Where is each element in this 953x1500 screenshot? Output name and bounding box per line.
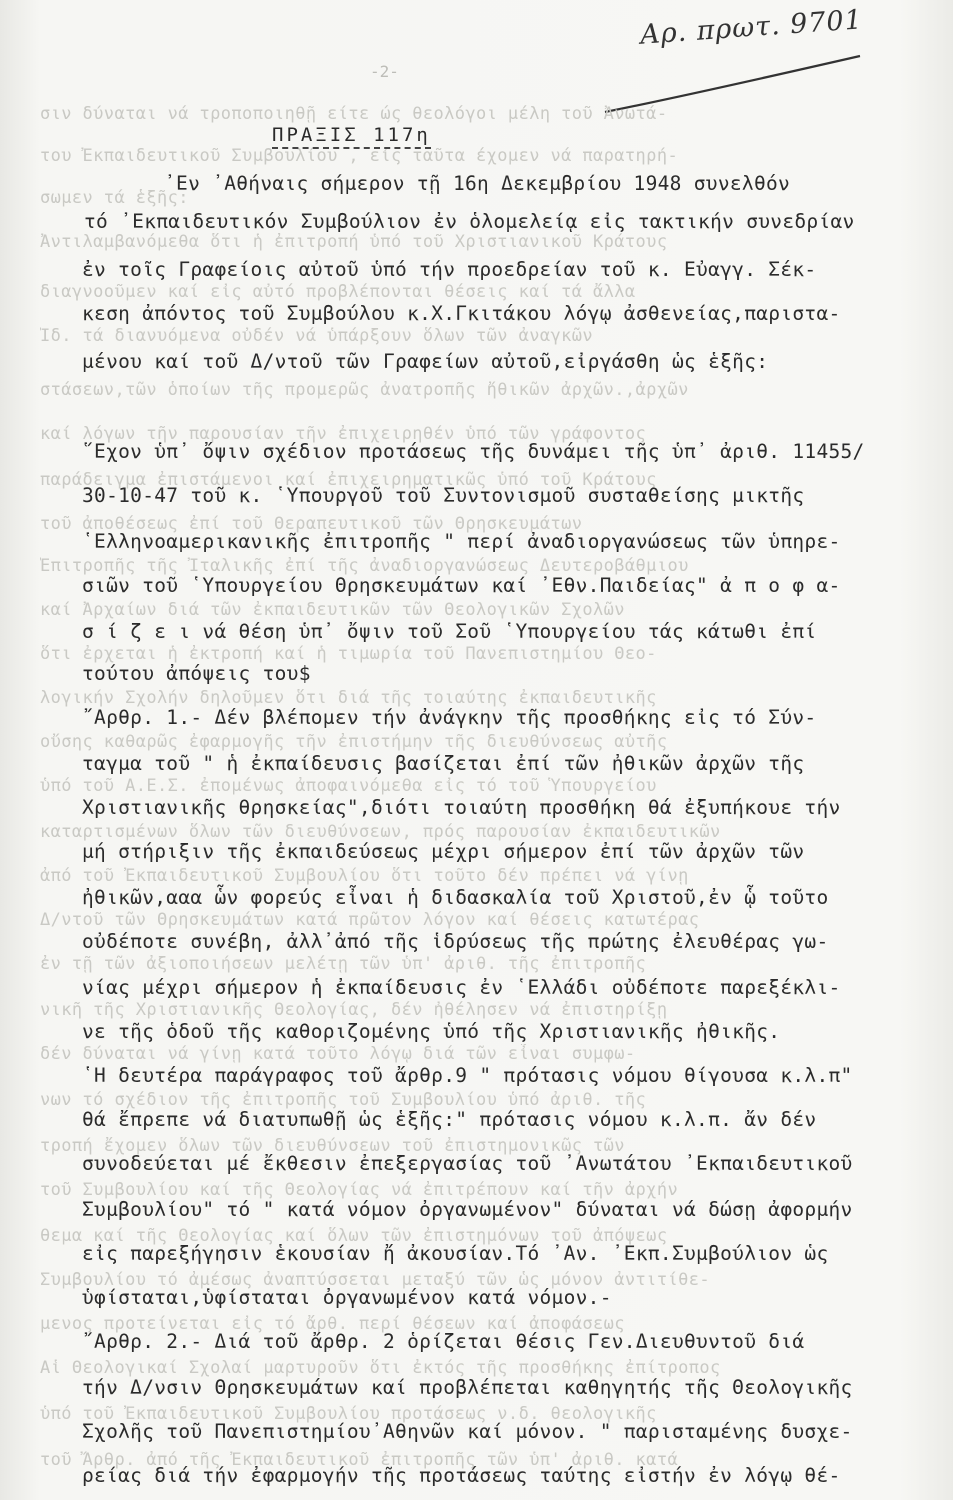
- body-line: σιῶν τοῦ ῾Υπουργείου Θρησκευμάτων καί ᾿Εθν.Παιδείας" ἀ π ο φ α-: [82, 574, 841, 597]
- ghost-line: ὑπό τοῦ Α.Ε.Σ. ἐπομένως ἀποφαινόμεθα εἰς τό τοῦ Ὑπουργείου: [40, 776, 657, 796]
- ghost-line: καί Ἀρχαίων διά τῶν ἐκπαιδευτικῶν τῶν Θεολογικῶν Σχολῶν: [40, 600, 625, 620]
- ghost-line: μενος προτείνεται εἰς τό ἄρθ. περί θέσεων καί ἀποφάσεως: [40, 1314, 625, 1334]
- body-line: συνοδεύεται μέ ἔκθεσιν ἐπεξεργασίας τοῦ ᾿Ανωτάτου ᾿Εκπαιδευτικοῦ: [82, 1152, 853, 1175]
- ghost-line: Συμβουλίου τό ἀμέσως ἀναπτύσσεται μεταξύ τῶν ὡς μόνον ἀντιτίθε-: [40, 1270, 710, 1290]
- ghost-line: καταρτισμένων ὅλων τῶν διευθύνσεων, πρός παρουσίαν ἐκπαιδευτικῶν: [40, 822, 721, 842]
- body-line: 30-10-47 τοῦ κ. ῾Υπουργοῦ τοῦ Συντονισμοῦ συσταθείσης μικτῆς: [82, 484, 805, 507]
- handwritten-archive-number: Αρ. πρωτ. 9701: [639, 4, 864, 51]
- body-line: ᾿Εν ᾿Αθήναις σήμερον τῇ 16η Δεκεμβρίου 1948 συνελθόν: [164, 172, 791, 195]
- ghost-line: Αἱ Θεολογικαί Σχολαί μαρτυροῦν ὅτι ἐκτός τῆς προσθήκης ἐπίτροπος: [40, 1358, 721, 1378]
- body-line: ταγμα τοῦ " ἡ ἐκπαίδευσις βασίζεται ἐπί τῶν ἠθικῶν ἀρχῶν τῆς: [82, 752, 805, 775]
- ghost-line: οὔσης καθαρῶς ἐφαρμογῆς τῆν ἐπιστήμην τῆς διευθύνσεως αὐτῆς: [40, 732, 668, 752]
- ghost-line: Ἀντιλαμβανόμεθα ὅτι ἡ ἐπιτροπή ὑπό τοῦ Χριστιανικοῦ Κράτους: [40, 232, 668, 252]
- ghost-line: ἐν τῇ τῶν ἀξιοποιήσεων μελέτῃ τῶν ὑπ' ἀριθ. τῆς ἐπιτροπῆς: [40, 954, 647, 974]
- body-line: ἠθικῶν,ααα ὧν φορεύς εἶναι ἡ διδασκαλία τοῦ Χριστοῦ,ἐν ᾧ τοῦτο: [82, 886, 829, 909]
- ghost-line: τοῦ Συμβουλίου καί τῆς Θεολογίας νά ἐπιτρέπουν καί τῆν ἀρχήν: [40, 1180, 679, 1200]
- ghost-line: νων τό σχέδιον τῆς ἐπιτροπῆς τοῦ Συμβουλίου ὑπό ἀριθ. τῆς: [40, 1090, 647, 1110]
- body-line: Χριστιανικῆς θρησκείας",διότι τοιαύτη προσθήκη θά ἐξυπήκουε τήν: [82, 796, 841, 819]
- body-line: κεση ἀπόντος τοῦ Συμβούλου κ.Χ.Γκιτάκου λόγῳ ἀσθενείας,παριστα-: [82, 302, 841, 325]
- body-line: ρείας διά τήν ἐφαρμογήν τῆς προτάσεως ταύτης εἰστήν ἐν λόγῳ θέ-: [82, 1464, 841, 1487]
- document-title: ΠΡΑΞΙΣ 117η: [272, 124, 431, 149]
- page-number-mark: -2-: [370, 62, 399, 81]
- body-line: ῾Η δευτέρα παράγραφος τοῦ ἄρθρ.9 " πρότασις νόμου θίγουσα κ.λ.π": [82, 1064, 853, 1087]
- body-line: ῎Αρθρ. 2.- Διά τοῦ ἄρθρ. 2 ὁρίζεται θέσις Γεν.Διευθυντοῦ διά: [82, 1330, 805, 1353]
- body-line: τούτου ἀπόψεις του$: [82, 662, 311, 685]
- ghost-line: τροπή ἔχομεν ὅλων τῶν διευθύνσεων τοῦ ἐπιστημονικῶς τῶν: [40, 1136, 625, 1156]
- ghost-line: παράδειγμα ἐπιστάμενοι καί ἐπιχειρηματικῶς ὑπό τοῦ Κράτους: [40, 470, 657, 490]
- ghost-line: τοῦ Ἄρθρ. ἀπό τῆς Ἐκπαιδευτικοῦ ἐπιτροπῆς τῶν ὑπ' ἀριθ. κατά: [40, 1450, 679, 1470]
- ghost-line: ὅτι ἐρχεται ἡ ἐκτροπή καί ἡ τιμωρία τοῦ Πανεπιστημίου Θεο-: [40, 644, 657, 664]
- ghost-line: Ἰδ. τά διανυόμενα οὐδέν νά ὑπάρξουν ὅλων τῶν ἀναγκῶν: [40, 326, 594, 346]
- ghost-line: του Ἐκπαιδευτικοῦ Συμβουλίου , εἰς ταῦτα έχομεν νά παρατηρή-: [40, 146, 679, 166]
- ghost-line: διαγνοοῦμεν καί εἰς αὐτό προβλέπονται θέσεις καί τά ἄλλα: [40, 282, 636, 302]
- ghost-line: νικῆ τῆς Χριστιανικῆς Θεολογίας, δέν ἠθέλησεν νά ἐπιστηρίξῃ: [40, 1000, 668, 1020]
- body-line: θά ἔπρεπε νά διατυπωθῇ ὡς ἑξῆς:" πρότασις νόμου κ.λ.π. ἄν δέν: [82, 1108, 817, 1131]
- ghost-line: λογικήν Σχολήν δηλοῦμεν ὅτι διά τῆς τοιαύτης ἐκπαιδευτικῆς: [40, 688, 657, 708]
- body-line: ἐν τοῖς Γραφείοις αὐτοῦ ὑπό τήν προεδρείαν τοῦ κ. Εὐαγγ. Σέκ-: [82, 258, 817, 281]
- body-line: σ ί ζ ε ι νά θέση ὑπ᾿ ὄψιν τοῦ Σοῦ ῾Υπουργείου τάς κάτωθι ἐπί: [82, 620, 817, 643]
- body-line: μή στήριξιν τῆς ἐκπαιδεύσεως μέχρι σήμερον ἐπί τῶν ἀρχῶν τῶν: [82, 840, 805, 863]
- body-line: ῞Εχον ὑπ᾿ ὄψιν σχέδιον προτάσεως τῆς δυνάμει τῆς ὑπ᾿ ἀριθ. 11455/: [82, 440, 865, 463]
- body-line: μένου καί τοῦ Δ/ντοῦ τῶν Γραφείων αὐτοῦ,εἰργάσθη ὡς ἑξῆς:: [82, 350, 769, 373]
- ghost-line: θεμα καί τῆς Θεολογίας καί ὅλων τῶν ἐπιστημόνων τοῦ ἀπόψεως: [40, 1226, 668, 1246]
- body-line: εἰς παρεξήγησιν ἑκουσίαν ἤ ἀκουσίαν.Τό ᾿Αν. ᾿Εκπ.Συμβούλιον ὡς: [82, 1242, 829, 1265]
- body-line: τήν Δ/νσιν Θρησκευμάτων καί προβλέπεται καθηγητής τῆς Θεολογικῆς: [82, 1376, 853, 1399]
- ghost-line: τοῦ ἀποθέσεως ἐπί τοῦ Θεραπευτικοῦ τῶν Θρησκευμάτων: [40, 514, 583, 534]
- body-line: τό ᾿Εκπαιδευτικόν Συμβούλιον ἐν ὁλομελείᾳ εἰς τακτικήν συνεδρίαν: [84, 210, 855, 233]
- ghost-line: Ἐπιτροπῆς τῆς Ἰταλικῆς ἐπί τῆς ἀναδιοργανώσεως Δευτεροβάθμιου: [40, 556, 689, 576]
- ghost-line: ὑπό τοῦ Ἐκπαιδευτικοῦ Συμβουλίου προτάσεως ν.δ. θεολογικῆς: [40, 1404, 657, 1424]
- ghost-line: Δ/ντοῦ τῶν Θρησκευμάτων κατά πρῶτον λόγον καί θέσεις κατωτέρας: [40, 910, 700, 930]
- ghost-line: δέν δύναται νά γίνῃ κατά τοῦτο λόγῳ διά τῶν εἶναι συμφω-: [40, 1044, 636, 1064]
- body-line: οὐδέποτε συνέβη, ἀλλ᾿ἀπό τῆς ἱδρύσεως τῆς πρώτης ἐλευθέρας γω-: [82, 930, 829, 953]
- body-line: ῾Ελληνοαμερικανικῆς ἐπιτροπῆς " περί ἀναδιοργανώσεως τῶν ὑπηρε-: [82, 530, 841, 553]
- ghost-line: ἀπό τοῦ Ἐκπαιδευτικοῦ Συμβουλίου ὅτι τοῦτο δέν πρέπει νά γίνῃ: [40, 866, 689, 886]
- ghost-line: στάσεων,τῶν ὁποίων τῆς προμερῶς ἀνατροπῆς ἤθικῶν ἀρχῶν.,ἀρχῶν: [40, 380, 689, 400]
- body-line: Σχολῆς τοῦ Πανεπιστημίου᾿Αθηνῶν καί μόνον. " παρισταμένης δυσχε-: [82, 1420, 853, 1443]
- body-line: νε τῆς ὁδοῦ τῆς καθοριζομένης ὑπό τῆς Χριστιανικῆς ἠθικῆς.: [82, 1020, 781, 1043]
- body-line: ὑφίσταται,ὑφίσταται ὀργανωμένον κατά νόμον.-: [82, 1286, 612, 1309]
- ghost-line: καί λόγων τῆν παρουσίαν τῆν ἐπιχειρηθέν ὑπό τῶν γράφοντος: [40, 424, 647, 444]
- ghost-line: σιν δύναται νά τροποποιηθῇ είτε ώς θεολόγοι μέλη τοῦ Ἀνωτά-: [40, 104, 668, 124]
- body-line: νίας μέχρι σήμερον ἡ ἐκπαίδευσις ἐν ῾Ελλάδι οὐδέποτε παρεξέκλι-: [82, 976, 841, 999]
- ghost-line: σωμεν τά ἑξῆς:: [40, 188, 189, 208]
- body-line: Συμβουλίου" τό " κατά νόμον ὀργανωμένον" δύναται νά δώσῃ ἀφορμήν: [82, 1198, 853, 1221]
- body-line: ῎Αρθρ. 1.- Δέν βλέπομεν τήν ἀνάγκην τῆς προσθήκης εἰς τό Σύν-: [82, 706, 817, 729]
